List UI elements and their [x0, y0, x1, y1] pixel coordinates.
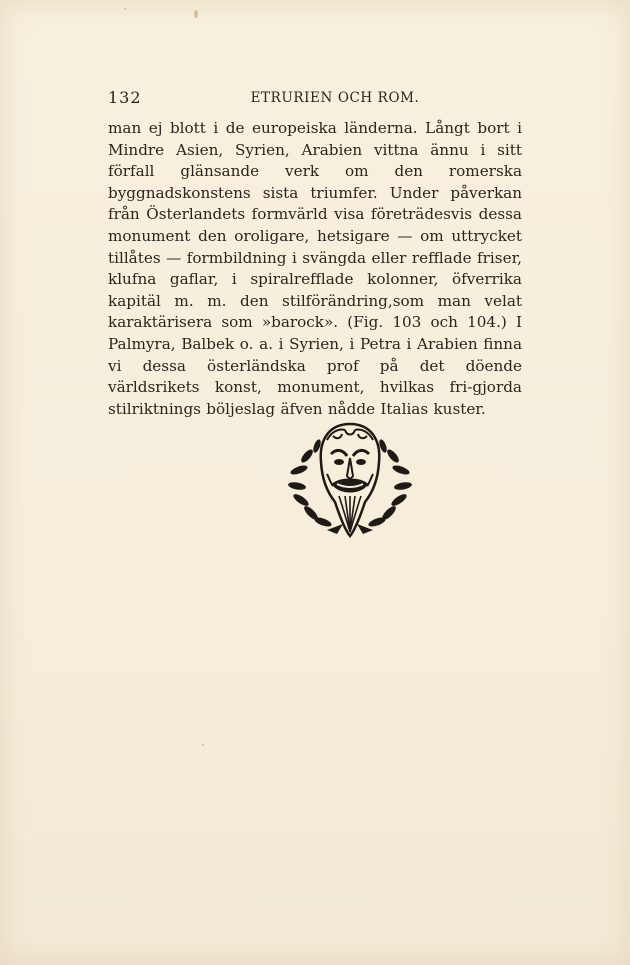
paper-speck: [194, 10, 198, 18]
running-title: ETRURIEN OCH ROM.: [250, 90, 420, 106]
paper-speck: [124, 8, 126, 10]
paper-speck: [202, 744, 204, 746]
theatre-mask-laurel-icon: [287, 418, 413, 540]
page-number: 132: [108, 88, 142, 107]
body-paragraph: man ej blott i de europeiska länderna. Långt bort i Mindre Asien, Syrien, Arabien vittna ännu i sitt förfall glänsande verk om den romerska byggnadskonstens sista triumfer. Under påverkan från Österlandets formvärld visa företrädesvis dessa monument den oroligare, hetsigare — om uttrycket tillåtes — formbildning i svängda eller refflade friser, klufna gaflar, i spiralrefflade kolonner, öfverrika kapitäl m. m. den stilförändring,som man velat karaktärisera som »barock». (Fig. 103 och 104.) I Palmyra, Balbek o. a. i Syrien, i Petra i Arabien finna vi dessa österländska prof på det döende världsrikets konst, monument, hvilkas fri-gjorda stilriktnings böljeslag äfven nådde Italias kuster.: [108, 119, 522, 418]
page-header: [108, 88, 522, 112]
